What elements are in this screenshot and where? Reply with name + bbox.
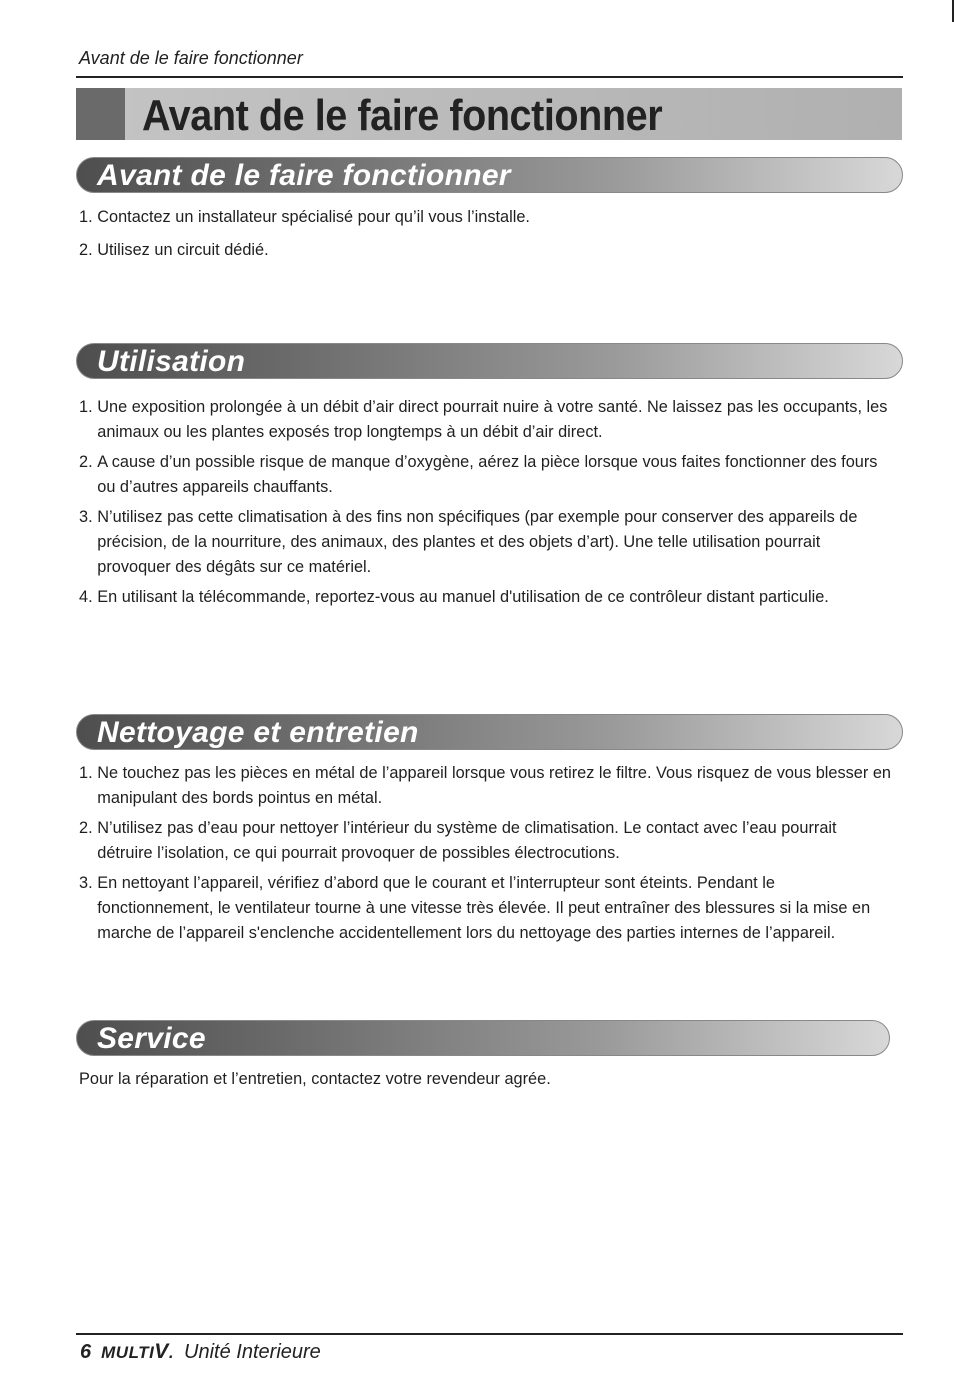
- section-heading-bar-service: [76, 1020, 890, 1056]
- list-item: 2. N’utilisez pas d’eau pour nettoyer l’intérieur du système de climatisation. Le contact avec l’eau pourrait détruire l’isolation, ce qui pourrait provoquer de possibles électrocutions.: [79, 818, 837, 862]
- list-item: 3. N’utilisez pas cette climatisation à des fins non spécifiques (par exemple pour conserver des appareils de précision, de la nourriture, des animaux, des plantes et des objets d’art). Une telle utilisation pourrait provoquer des dégâts sur ce matériel.: [79, 507, 858, 576]
- footer-rule: [76, 1333, 903, 1335]
- section-list-utilisation: [79, 394, 928, 609]
- page-title: Avant de le faire fonctionner: [142, 91, 663, 140]
- section-heading: Nettoyage et entretien: [97, 716, 419, 749]
- section-heading: Avant de le faire fonctionner: [97, 159, 511, 192]
- section-heading-bar-avant: [76, 157, 903, 193]
- section-heading-bar-nettoyage: [76, 714, 903, 750]
- list-item: 1. Contactez un installateur spécialisé pour qu’il vous l’installe.: [79, 207, 530, 226]
- section-heading: Service: [97, 1022, 206, 1055]
- multi-v-logo: MULTIV.: [101, 1340, 175, 1363]
- footer-subtitle: Unité Interieure: [184, 1341, 321, 1363]
- page-footer: [80, 1340, 321, 1364]
- header-rule: [76, 76, 903, 78]
- running-head: Avant de le faire fonctionner: [79, 48, 303, 68]
- list-item: 1. Une exposition prolongée à un débit d’air direct pourrait nuire à votre santé. Ne laissez pas les occupants, les animaux ou les plantes exposés trop longtemps à un débit d’air direct.: [79, 397, 888, 441]
- list-item: 3. En nettoyant l’appareil, vérifiez d’abord que le courant et l’interrupteur sont éteints. Pendant le fonctionnement, le ventilateur tourne à une vitesse très élevée. Il peut entraîner des blessures si la mise en marche de l’appareil s'enclenche accidentellement lors du nettoyage des parties internes de l’appareil.: [79, 873, 871, 942]
- section-list-nettoyage: [79, 760, 928, 945]
- list-item: 2. Utilisez un circuit dédié.: [79, 240, 269, 259]
- title-accent-block: [76, 88, 125, 140]
- page-number: 6: [80, 1341, 92, 1363]
- service-text: Pour la réparation et l’entretien, contactez votre revendeur agrée.: [79, 1069, 551, 1088]
- list-item: 4. En utilisant la télécommande, reportez-vous au manuel d'utilisation de ce contrôleur distant particulie.: [79, 587, 829, 606]
- section-heading-bar-utilisation: [76, 343, 903, 379]
- section-list-avant: [79, 204, 928, 262]
- list-item: 1. Ne touchez pas les pièces en métal de l’appareil lorsque vous retirez le filtre. Vous risquez de vous blesser en manipulant des bords pointus en métal.: [79, 763, 892, 807]
- page-title-bar: [76, 88, 902, 140]
- section-heading: Utilisation: [97, 345, 246, 378]
- list-item: 2. A cause d’un possible risque de manque d’oxygène, aérez la pièce lorsque vous faites fonctionner des fours ou d’autres appareils chauffants.: [79, 452, 878, 496]
